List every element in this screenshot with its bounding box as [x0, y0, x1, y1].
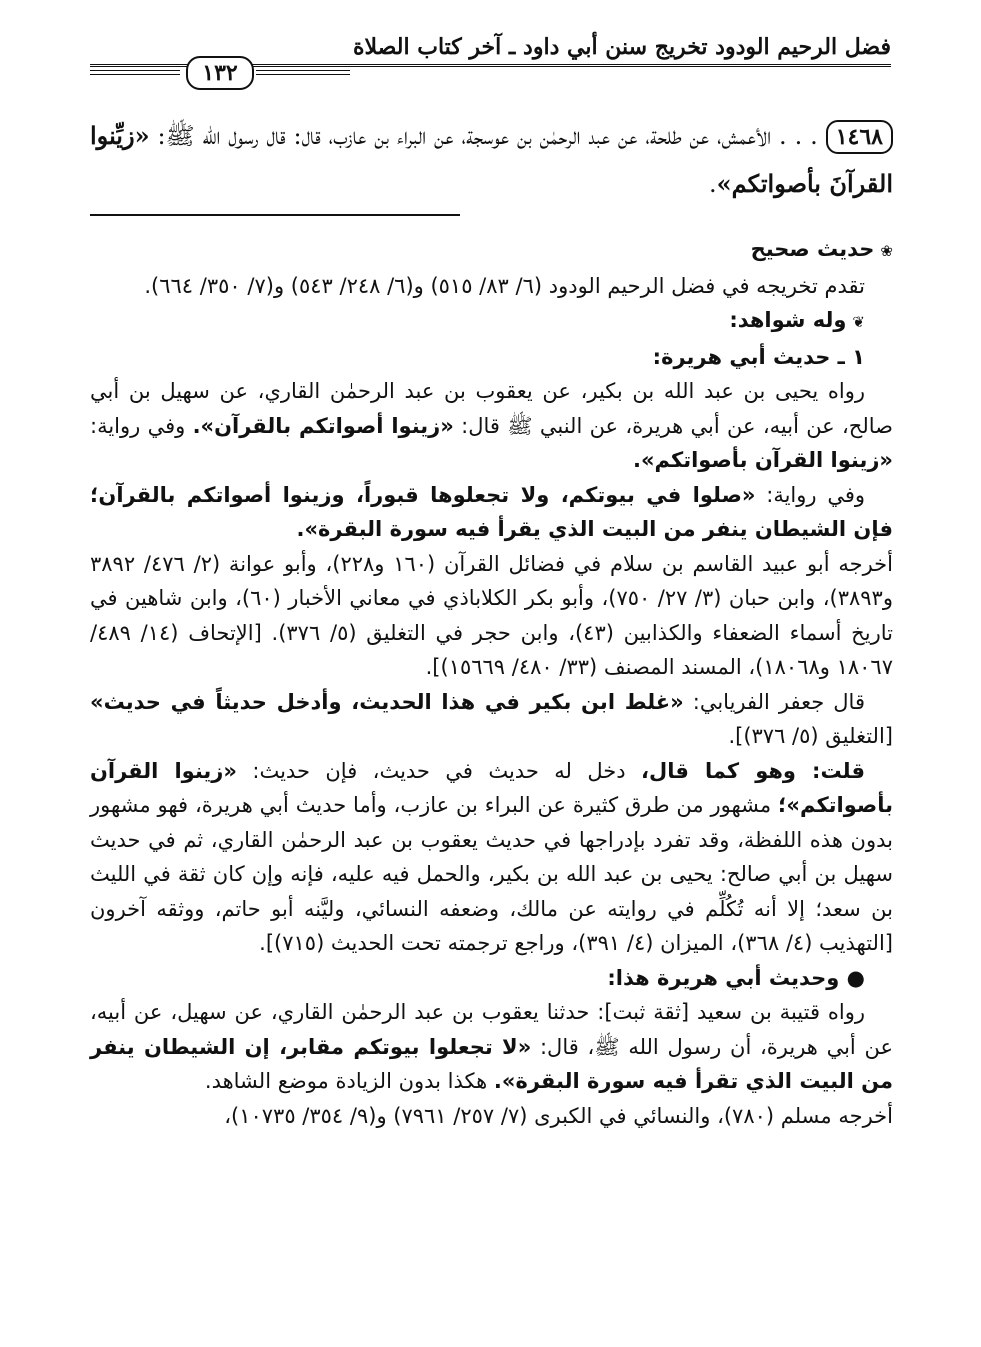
quote-segment: «زينوا أصواتكم بالقرآن».	[192, 413, 454, 438]
text-segment: دخل له حديث في حديث، فإن حديث:	[252, 758, 626, 783]
text-segment: رواه يحيى بن عبد الله بن بكير، عن يعقوب بن عبد الرحمٰن القاري، عن سهيل بن أبي صالح، عن أبيه، عن أبي هريرة، عن النبي ﷺ قال:	[90, 379, 893, 438]
leaf-icon: ❦	[852, 313, 865, 331]
separator-line	[90, 214, 460, 216]
quote-segment: قلت: وهو كما قال،	[641, 758, 865, 783]
bullet-heading	[90, 961, 893, 996]
commentary	[90, 232, 893, 1133]
paragraph-qutayba	[90, 995, 893, 1099]
text-segment: مشهور من طرق كثيرة عن البراء بن عازب، وأما حديث أبي هريرة، فهو مشهور بدون هذه اللفظة، وقد تفرد بإدراجها في حديث يعقوب بن عبد الرحمٰن القاري، ثم في حديث سهيل بن أبي صالح: يحيى بن عبد الله بن بكير، والحمل فيه عليه، فإنه وإن كان ثقة في الليث بن سعد؛ إلا أنه تُكُلِّم في روايته عن مالك، وضعفه النسائي، وليَّنه أبو حاتم، ووثقه آخرون [التهذيب (٤/ ٣٦٨)، الميزان (٤/ ٣٩١)، وراجع ترجمته تحت الحديث (٧١٥)].	[90, 793, 893, 955]
quote-segment: «غلط ابن بكير في هذا الحديث، وأدخل حديثاً في حديث»	[90, 689, 684, 714]
witness-1-heading: ١ ـ حديث أبي هريرة:	[652, 344, 865, 369]
quote-segment: «زينوا القرآن بأصواتكم».	[632, 448, 893, 472]
text-segment: رواه قتيبة بن سعيد [ثقة ثبت]: حدثنا يعقوب بن عبد الرحمٰن القاري، عن سهيل، عن أبيه، عن أبي هريرة، أن رسول الله ﷺ، قال:	[90, 1000, 893, 1059]
grade-text: حديث صحيح	[750, 237, 875, 261]
page-number: ١٣٢	[186, 56, 254, 90]
witnesses-heading	[90, 303, 893, 340]
hadith-text	[90, 112, 893, 208]
ornament-rule-left	[90, 70, 180, 75]
quote-segment: «زينوا القرآن بأصواتكم»؛	[90, 758, 893, 817]
flower-icon: ❀	[880, 242, 893, 260]
bullet-text: وحديث أبي هريرة هذا:	[607, 965, 840, 990]
paragraph-sources: أخرجه أبو عبيد القاسم بن سلام في فضائل القرآن (١٦٠ و٢٢٨)، وأبو عوانة (٢/ ٤٧٦/ ٣٨٩٢ و٣٨٩٣)، وابن حبان (٣/ ٢٧/ ٧٥٠)، وأبو بكر الكلاباذي في معاني الأخبار (٦٠)، وابن شاهين في تاريخ أسماء الضعفاء والكذابين (٤٣)، وابن حجر في التغليق (٥/ ٣٧٦). [الإتحاف (١٤/ ٤٨٩/ ١٨٠٦٧ و١٨٠٦٨)، المسند المصنف (٣٣/ ٤٨٠/ ١٥٦٦٩)].	[90, 551, 893, 679]
text-segment: وفي رواية:	[90, 413, 186, 438]
paragraph-witness-1	[90, 374, 893, 478]
grade-heading	[90, 232, 893, 269]
text-segment: هكذا بدون الزيادة موضع الشاهد.	[204, 1069, 488, 1093]
paragraph-muslim: أخرجه مسلم (٧٨٠)، والنسائي في الكبرى (٧/ ٢٥٧/ ٧٩٦١) و(٩/ ٣٥٤/ ١٠٧٣٥)،	[224, 1103, 893, 1128]
quote-segment: «لا تجعلوا بيوتكم مقابر، إن الشيطان ينفر من البيت الذي تقرأ فيه سورة البقرة».	[90, 1034, 893, 1093]
bullet-icon: ●	[846, 965, 865, 990]
paragraph-faryabi	[90, 685, 893, 754]
paragraph-previous-takhrij: تقدم تخريجه في فضل الرحيم الودود (٦/ ٨٣/ ٥١٥) و(٦/ ٢٤٨/ ٥٤٣) و(٧/ ٣٥٠/ ٦٦٤).	[144, 273, 865, 298]
ornament-rule-right	[256, 70, 350, 75]
paragraph-variant	[90, 478, 893, 547]
text-segment: [التغليق (٥/ ٣٧٦)].	[728, 724, 893, 748]
hadith-number: ١٤٦٨	[826, 120, 893, 154]
quote-segment: «صلوا في بيوتكم، ولا تجعلوها قبوراً، وزينوا أصواتكم بالقرآن؛ فإن الشيطان ينفر من البيت الذي يقرأ فيه سورة البقرة».	[90, 482, 893, 541]
witnesses-text: وله شواهد:	[729, 308, 847, 332]
hadith-end: .	[709, 170, 717, 198]
page-number-ornament	[90, 54, 350, 94]
hadith-quote: «زيِّنوا القرآنَ بأصواتكم»	[90, 121, 893, 198]
paragraph-author-comment	[90, 754, 893, 961]
text-segment: قال جعفر الفريابي:	[692, 689, 865, 714]
text-segment: وفي رواية:	[766, 482, 866, 507]
hadith-chain: . . . الأعمش، عن طلحة، عن عبد الرحمٰن بن عوسجة، عن البراء بن عازب، قال: قال رسول الله ﷺ:	[157, 122, 818, 150]
running-head-title: فضل الرحيم الودود تخريج سنن أبي داود ـ آخر كتاب الصلاة	[353, 34, 891, 60]
